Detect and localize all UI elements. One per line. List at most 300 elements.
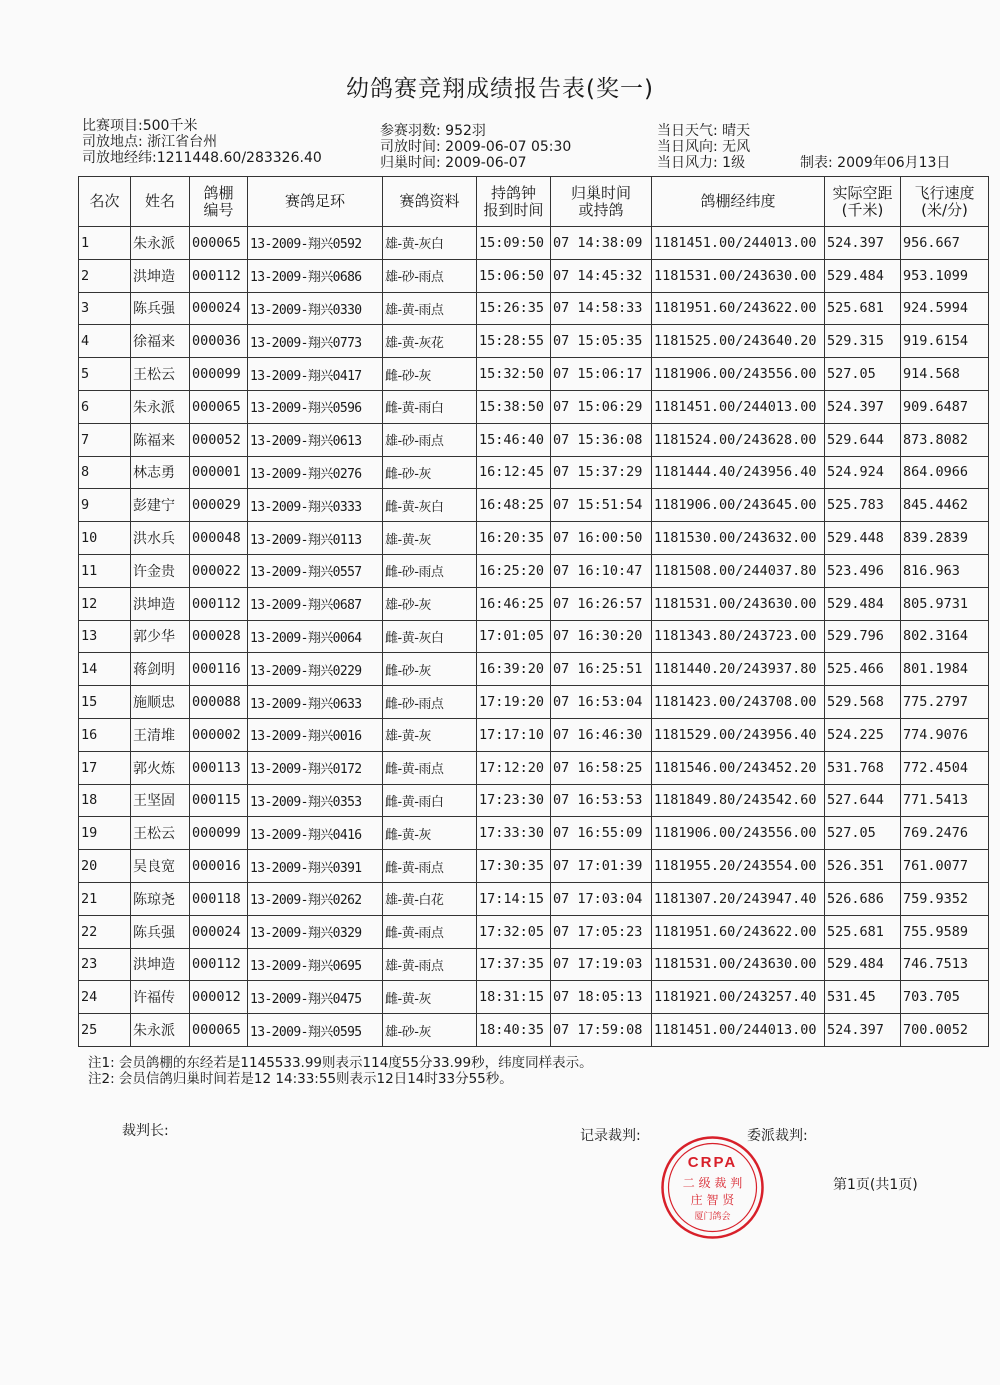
- speed-cell: 839.2839: [901, 522, 989, 555]
- clock-time-cell: 17:01:05: [477, 620, 551, 653]
- table-row: [79, 751, 989, 784]
- table-row: [79, 850, 989, 883]
- ring-cell: 13-2009-翔兴0016: [248, 718, 383, 751]
- ring-cell: 13-2009-翔兴0613: [248, 423, 383, 456]
- ring-cell: 13-2009-翔兴0592: [248, 227, 383, 260]
- loft-id-cell: 000115: [190, 784, 248, 817]
- distance-cell: 524.225: [825, 718, 901, 751]
- table-row: [79, 489, 989, 522]
- arrival-time-cell: 07 15:05:35: [551, 325, 652, 358]
- ring-cell: 13-2009-翔兴0596: [248, 390, 383, 423]
- name-cell: 王清堆: [131, 718, 190, 751]
- table-row: [79, 784, 989, 817]
- arrival-time-cell: 07 15:06:29: [551, 390, 652, 423]
- loft-id-cell: 000036: [190, 325, 248, 358]
- speed-cell: 953.1099: [901, 259, 989, 292]
- name-cell: 朱永派: [131, 390, 190, 423]
- column-header: 鸽棚 编号: [190, 177, 248, 227]
- arrival-time-cell: 07 16:55:09: [551, 817, 652, 850]
- bird-info-cell: 雌-黄-雨点: [383, 751, 477, 784]
- speed-cell: 771.5413: [901, 784, 989, 817]
- coordinates-cell: 1181451.00/244013.00: [652, 1014, 825, 1047]
- table-row: [79, 325, 989, 358]
- clock-time-cell: 18:40:35: [477, 1014, 551, 1047]
- table-row: [79, 587, 989, 620]
- arrival-time-cell: 07 16:53:04: [551, 686, 652, 719]
- name-cell: 郭少华: [131, 620, 190, 653]
- coordinates-cell: 1181529.00/243956.40: [652, 718, 825, 751]
- event-item: 比赛项目:500千米: [82, 118, 198, 134]
- name-cell: 徐福来: [131, 325, 190, 358]
- coordinates-cell: 1181525.00/243640.20: [652, 325, 825, 358]
- table-body: [79, 227, 989, 1047]
- distance-cell: 527.05: [825, 358, 901, 391]
- clock-time-cell: 17:30:35: [477, 850, 551, 883]
- speed-cell: 700.0052: [901, 1014, 989, 1047]
- referee-stamp: [660, 1135, 765, 1240]
- table-row: [79, 653, 989, 686]
- coordinates-cell: 1181530.00/243632.00: [652, 522, 825, 555]
- ring-cell: 13-2009-翔兴0686: [248, 259, 383, 292]
- ring-cell: 13-2009-翔兴0113: [248, 522, 383, 555]
- clock-time-cell: 17:23:30: [477, 784, 551, 817]
- release-location: 司放地点: 浙江省台州: [82, 134, 218, 150]
- coordinates-cell: 1181343.80/243723.00: [652, 620, 825, 653]
- name-cell: 陈琼尧: [131, 882, 190, 915]
- rank-cell: 5: [79, 358, 131, 391]
- clock-time-cell: 16:12:45: [477, 456, 551, 489]
- bird-info-cell: 雌-黄-雨点: [383, 850, 477, 883]
- clock-time-cell: 16:48:25: [477, 489, 551, 522]
- rank-cell: 21: [79, 882, 131, 915]
- speed-cell: 956.667: [901, 227, 989, 260]
- rank-cell: 18: [79, 784, 131, 817]
- rank-cell: 25: [79, 1014, 131, 1047]
- loft-id-cell: 000113: [190, 751, 248, 784]
- speed-cell: 703.705: [901, 981, 989, 1014]
- table-row: [79, 390, 989, 423]
- clock-time-cell: 17:37:35: [477, 948, 551, 981]
- arrival-time-cell: 07 16:58:25: [551, 751, 652, 784]
- table-row: [79, 259, 989, 292]
- info-column-1: [82, 118, 322, 166]
- bird-info-cell: 雄-砂-灰: [383, 587, 477, 620]
- ring-cell: 13-2009-翔兴0417: [248, 358, 383, 391]
- clock-time-cell: 18:31:15: [477, 981, 551, 1014]
- rank-cell: 15: [79, 686, 131, 719]
- rank-cell: 19: [79, 817, 131, 850]
- bird-info-cell: 雄-黄-灰白: [383, 227, 477, 260]
- distance-cell: 526.351: [825, 850, 901, 883]
- name-cell: 王松云: [131, 358, 190, 391]
- distance-cell: 529.796: [825, 620, 901, 653]
- results-table: [78, 176, 989, 1047]
- clock-time-cell: 15:46:40: [477, 423, 551, 456]
- loft-id-cell: 000024: [190, 915, 248, 948]
- table-row: [79, 1014, 989, 1047]
- distance-cell: 529.484: [825, 587, 901, 620]
- loft-id-cell: 000024: [190, 292, 248, 325]
- name-cell: 洪水兵: [131, 522, 190, 555]
- table-row: [79, 718, 989, 751]
- chief-referee-label: 裁判长:: [122, 1123, 169, 1139]
- rank-cell: 20: [79, 850, 131, 883]
- coordinates-cell: 1181524.00/243628.00: [652, 423, 825, 456]
- loft-id-cell: 000065: [190, 227, 248, 260]
- notes: [88, 1055, 593, 1087]
- name-cell: 陈福来: [131, 423, 190, 456]
- speed-cell: 802.3164: [901, 620, 989, 653]
- note-2: 注2: 会员信鸽归巢时间若是12 14:33:55则表示12日14时33分55秒。: [88, 1071, 513, 1087]
- speed-cell: 816.963: [901, 554, 989, 587]
- rank-cell: 12: [79, 587, 131, 620]
- column-header: 鸽棚经纬度: [652, 177, 825, 227]
- speed-cell: 759.9352: [901, 882, 989, 915]
- arrival-time-cell: 07 15:37:29: [551, 456, 652, 489]
- clock-time-cell: 15:38:50: [477, 390, 551, 423]
- rank-cell: 13: [79, 620, 131, 653]
- release-time: 司放时间: 2009-06-07 05:30: [380, 139, 572, 155]
- loft-id-cell: 000112: [190, 587, 248, 620]
- distance-cell: 525.681: [825, 292, 901, 325]
- rank-cell: 16: [79, 718, 131, 751]
- loft-id-cell: 000001: [190, 456, 248, 489]
- distance-cell: 529.644: [825, 423, 901, 456]
- bird-info-cell: 雄-黄-灰: [383, 718, 477, 751]
- speed-cell: 755.9589: [901, 915, 989, 948]
- speed-cell: 924.5994: [901, 292, 989, 325]
- clock-time-cell: 15:06:50: [477, 259, 551, 292]
- table-row: [79, 522, 989, 555]
- name-cell: 蒋剑明: [131, 653, 190, 686]
- column-header: 赛鸽足环: [248, 177, 383, 227]
- speed-cell: 775.2797: [901, 686, 989, 719]
- loft-id-cell: 000052: [190, 423, 248, 456]
- speed-cell: 772.4504: [901, 751, 989, 784]
- ring-cell: 13-2009-翔兴0557: [248, 554, 383, 587]
- clock-time-cell: 15:26:35: [477, 292, 551, 325]
- release-coordinates: 司放地经纬:1211448.60/283326.40: [82, 150, 322, 166]
- bird-info-cell: 雄-黄-雨点: [383, 948, 477, 981]
- wind-force: 当日风力: 1级: [657, 155, 746, 171]
- table-row: [79, 554, 989, 587]
- clock-time-cell: 17:17:10: [477, 718, 551, 751]
- name-cell: 林志勇: [131, 456, 190, 489]
- ring-cell: 13-2009-翔兴0064: [248, 620, 383, 653]
- rank-cell: 17: [79, 751, 131, 784]
- stamp-level: 二 级 裁 判: [682, 1176, 743, 1190]
- loft-id-cell: 000099: [190, 817, 248, 850]
- name-cell: 许金贵: [131, 554, 190, 587]
- name-cell: 洪坤造: [131, 948, 190, 981]
- distance-cell: 526.686: [825, 882, 901, 915]
- column-header: 赛鸽资料: [383, 177, 477, 227]
- name-cell: 郭火炼: [131, 751, 190, 784]
- distance-cell: 524.397: [825, 390, 901, 423]
- speed-cell: 746.7513: [901, 948, 989, 981]
- ring-cell: 13-2009-翔兴0276: [248, 456, 383, 489]
- coordinates-cell: 1181307.20/243947.40: [652, 882, 825, 915]
- table-row: [79, 423, 989, 456]
- speed-cell: 801.1984: [901, 653, 989, 686]
- ring-cell: 13-2009-翔兴0475: [248, 981, 383, 1014]
- note-1: 注1: 会员鸽棚的东经若是1145533.99则表示114度55分33.99秒，纬度同样表示。: [88, 1055, 593, 1071]
- loft-id-cell: 000029: [190, 489, 248, 522]
- entry-count: 参赛羽数: 952羽: [380, 123, 486, 139]
- arrival-time-cell: 07 17:01:39: [551, 850, 652, 883]
- table-row: [79, 817, 989, 850]
- bird-info-cell: 雌-黄-灰: [383, 981, 477, 1014]
- rank-cell: 1: [79, 227, 131, 260]
- clock-time-cell: 15:32:50: [477, 358, 551, 391]
- distance-cell: 529.568: [825, 686, 901, 719]
- name-cell: 洪坤造: [131, 259, 190, 292]
- speed-cell: 864.0966: [901, 456, 989, 489]
- stamp-club: 厦门鸽会: [694, 1212, 731, 1222]
- loft-id-cell: 000065: [190, 1014, 248, 1047]
- clock-time-cell: 17:33:30: [477, 817, 551, 850]
- speed-cell: 769.2476: [901, 817, 989, 850]
- distance-cell: 524.924: [825, 456, 901, 489]
- rank-cell: 22: [79, 915, 131, 948]
- column-header: 名次: [79, 177, 131, 227]
- arrival-time-cell: 07 16:30:20: [551, 620, 652, 653]
- rank-cell: 8: [79, 456, 131, 489]
- arrival-time-cell: 07 14:45:32: [551, 259, 652, 292]
- report-title: 幼鸽赛竞翔成绩报告表(奖一): [346, 76, 654, 102]
- loft-id-cell: 000099: [190, 358, 248, 391]
- distance-cell: 524.397: [825, 1014, 901, 1047]
- coordinates-cell: 1181531.00/243630.00: [652, 587, 825, 620]
- bird-info-cell: 雌-黄-雨白: [383, 784, 477, 817]
- clock-time-cell: 16:46:25: [477, 587, 551, 620]
- rank-cell: 2: [79, 259, 131, 292]
- coordinates-cell: 1181951.60/243622.00: [652, 915, 825, 948]
- speed-cell: 845.4462: [901, 489, 989, 522]
- distance-cell: 525.466: [825, 653, 901, 686]
- coordinates-cell: 1181849.80/243542.60: [652, 784, 825, 817]
- loft-id-cell: 000022: [190, 554, 248, 587]
- coordinates-cell: 1181951.60/243622.00: [652, 292, 825, 325]
- coordinates-cell: 1181440.20/243937.80: [652, 653, 825, 686]
- coordinates-cell: 1181531.00/243630.00: [652, 259, 825, 292]
- page-number: 第1页(共1页): [833, 1177, 918, 1193]
- distance-cell: 529.484: [825, 948, 901, 981]
- bird-info-cell: 雄-砂-雨点: [383, 259, 477, 292]
- bird-info-cell: 雌-砂-灰: [383, 358, 477, 391]
- column-header: 实际空距 (千米): [825, 177, 901, 227]
- arrival-time-cell: 07 18:05:13: [551, 981, 652, 1014]
- bird-info-cell: 雌-黄-雨点: [383, 915, 477, 948]
- ring-cell: 13-2009-翔兴0329: [248, 915, 383, 948]
- ring-cell: 13-2009-翔兴0229: [248, 653, 383, 686]
- ring-cell: 13-2009-翔兴0633: [248, 686, 383, 719]
- bird-info-cell: 雄-砂-灰: [383, 1014, 477, 1047]
- bird-info-cell: 雌-黄-灰白: [383, 620, 477, 653]
- arrival-time-cell: 07 17:05:23: [551, 915, 652, 948]
- distance-cell: 529.484: [825, 259, 901, 292]
- bird-info-cell: 雄-黄-白花: [383, 882, 477, 915]
- bird-info-cell: 雌-黄-灰: [383, 817, 477, 850]
- coordinates-cell: 1181546.00/243452.20: [652, 751, 825, 784]
- coordinates-cell: 1181423.00/243708.00: [652, 686, 825, 719]
- distance-cell: 527.05: [825, 817, 901, 850]
- table-row: [79, 686, 989, 719]
- coordinates-cell: 1181906.00/243645.00: [652, 489, 825, 522]
- table-row: [79, 456, 989, 489]
- clock-time-cell: 15:09:50: [477, 227, 551, 260]
- arrival-time-cell: 07 16:00:50: [551, 522, 652, 555]
- table-row: [79, 292, 989, 325]
- clock-time-cell: 16:20:35: [477, 522, 551, 555]
- distance-cell: 525.681: [825, 915, 901, 948]
- ring-cell: 13-2009-翔兴0391: [248, 850, 383, 883]
- ring-cell: 13-2009-翔兴0333: [248, 489, 383, 522]
- distance-cell: 523.496: [825, 554, 901, 587]
- name-cell: 吴良宽: [131, 850, 190, 883]
- coordinates-cell: 1181451.00/244013.00: [652, 227, 825, 260]
- column-header: 姓名: [131, 177, 190, 227]
- arrival-time-cell: 07 15:06:17: [551, 358, 652, 391]
- arrival-time-cell: 07 17:03:04: [551, 882, 652, 915]
- rank-cell: 4: [79, 325, 131, 358]
- distance-cell: 531.45: [825, 981, 901, 1014]
- loft-id-cell: 000012: [190, 981, 248, 1014]
- coordinates-cell: 1181906.00/243556.00: [652, 358, 825, 391]
- bird-info-cell: 雄-黄-雨点: [383, 292, 477, 325]
- speed-cell: 805.9731: [901, 587, 989, 620]
- table-row: [79, 981, 989, 1014]
- info-column-3: [657, 123, 750, 171]
- table-row: [79, 915, 989, 948]
- clock-time-cell: 16:25:20: [477, 554, 551, 587]
- arrival-time-cell: 07 17:19:03: [551, 948, 652, 981]
- distance-cell: 524.397: [825, 227, 901, 260]
- name-cell: 陈兵强: [131, 915, 190, 948]
- arrival-time-cell: 07 15:36:08: [551, 423, 652, 456]
- loft-id-cell: 000112: [190, 948, 248, 981]
- loft-id-cell: 000088: [190, 686, 248, 719]
- name-cell: 施顺忠: [131, 686, 190, 719]
- stamp-name: 庄 智 贤: [690, 1193, 735, 1207]
- table-row: [79, 620, 989, 653]
- clock-time-cell: 15:28:55: [477, 325, 551, 358]
- recording-referee-label: 记录裁判:: [580, 1128, 641, 1144]
- coordinates-cell: 1181508.00/244037.80: [652, 554, 825, 587]
- loft-id-cell: 000028: [190, 620, 248, 653]
- ring-cell: 13-2009-翔兴0330: [248, 292, 383, 325]
- ring-cell: 13-2009-翔兴0172: [248, 751, 383, 784]
- rank-cell: 6: [79, 390, 131, 423]
- rank-cell: 7: [79, 423, 131, 456]
- rank-cell: 11: [79, 554, 131, 587]
- distance-cell: 529.315: [825, 325, 901, 358]
- info-column-2: [380, 123, 571, 171]
- appointed-referee-label: 委派裁判:: [747, 1128, 808, 1144]
- made-date: 制表: 2009年06月13日: [800, 155, 951, 171]
- arrival-time-cell: 07 17:59:08: [551, 1014, 652, 1047]
- arrival-time-cell: 07 16:10:47: [551, 554, 652, 587]
- name-cell: 洪坤造: [131, 587, 190, 620]
- clock-time-cell: 17:12:20: [477, 751, 551, 784]
- ring-cell: 13-2009-翔兴0595: [248, 1014, 383, 1047]
- clock-time-cell: 17:19:20: [477, 686, 551, 719]
- bird-info-cell: 雄-黄-灰: [383, 522, 477, 555]
- weather: 当日天气: 晴天: [657, 123, 751, 139]
- ring-cell: 13-2009-翔兴0773: [248, 325, 383, 358]
- arrival-time-cell: 07 16:26:57: [551, 587, 652, 620]
- distance-cell: 531.768: [825, 751, 901, 784]
- name-cell: 彭建宁: [131, 489, 190, 522]
- bird-info-cell: 雄-黄-灰花: [383, 325, 477, 358]
- speed-cell: 909.6487: [901, 390, 989, 423]
- coordinates-cell: 1181531.00/243630.00: [652, 948, 825, 981]
- speed-cell: 761.0077: [901, 850, 989, 883]
- ring-cell: 13-2009-翔兴0416: [248, 817, 383, 850]
- distance-cell: 527.644: [825, 784, 901, 817]
- table-row: [79, 882, 989, 915]
- column-header: 持鸽钟 报到时间: [477, 177, 551, 227]
- rank-cell: 3: [79, 292, 131, 325]
- bird-info-cell: 雌-黄-雨白: [383, 390, 477, 423]
- speed-cell: 774.9076: [901, 718, 989, 751]
- ring-cell: 13-2009-翔兴0687: [248, 587, 383, 620]
- rank-cell: 24: [79, 981, 131, 1014]
- distance-cell: 529.448: [825, 522, 901, 555]
- bird-info-cell: 雌-砂-雨点: [383, 554, 477, 587]
- name-cell: 许福传: [131, 981, 190, 1014]
- name-cell: 王松云: [131, 817, 190, 850]
- speed-cell: 919.6154: [901, 325, 989, 358]
- column-header: 飞行速度 (米/分): [901, 177, 989, 227]
- column-header: 归巢时间 或持鸽: [551, 177, 652, 227]
- bird-info-cell: 雄-砂-雨点: [383, 423, 477, 456]
- loft-id-cell: 000112: [190, 259, 248, 292]
- name-cell: 朱永派: [131, 1014, 190, 1047]
- loft-id-cell: 000016: [190, 850, 248, 883]
- name-cell: 王坚固: [131, 784, 190, 817]
- name-cell: 陈兵强: [131, 292, 190, 325]
- bird-info-cell: 雌-砂-灰: [383, 456, 477, 489]
- rank-cell: 9: [79, 489, 131, 522]
- clock-time-cell: 17:32:05: [477, 915, 551, 948]
- coordinates-cell: 1181906.00/243556.00: [652, 817, 825, 850]
- clock-time-cell: 16:39:20: [477, 653, 551, 686]
- header-row: [79, 177, 989, 227]
- loft-id-cell: 000048: [190, 522, 248, 555]
- rank-cell: 23: [79, 948, 131, 981]
- arrival-time-cell: 07 16:46:30: [551, 718, 652, 751]
- rank-cell: 14: [79, 653, 131, 686]
- coordinates-cell: 1181451.00/244013.00: [652, 390, 825, 423]
- rank-cell: 10: [79, 522, 131, 555]
- speed-cell: 873.8082: [901, 423, 989, 456]
- coordinates-cell: 1181444.40/243956.40: [652, 456, 825, 489]
- coordinates-cell: 1181921.00/243257.40: [652, 981, 825, 1014]
- ring-cell: 13-2009-翔兴0353: [248, 784, 383, 817]
- loft-id-cell: 000118: [190, 882, 248, 915]
- stamp-crpa: CRPA: [687, 1154, 738, 1171]
- loft-id-cell: 000065: [190, 390, 248, 423]
- arrival-time-cell: 07 16:53:53: [551, 784, 652, 817]
- distance-cell: 525.783: [825, 489, 901, 522]
- bird-info-cell: 雌-砂-雨点: [383, 686, 477, 719]
- arrival-time-cell: 07 14:58:33: [551, 292, 652, 325]
- clock-time-cell: 17:14:15: [477, 882, 551, 915]
- name-cell: 朱永派: [131, 227, 190, 260]
- arrival-time-cell: 07 15:51:54: [551, 489, 652, 522]
- table-row: [79, 948, 989, 981]
